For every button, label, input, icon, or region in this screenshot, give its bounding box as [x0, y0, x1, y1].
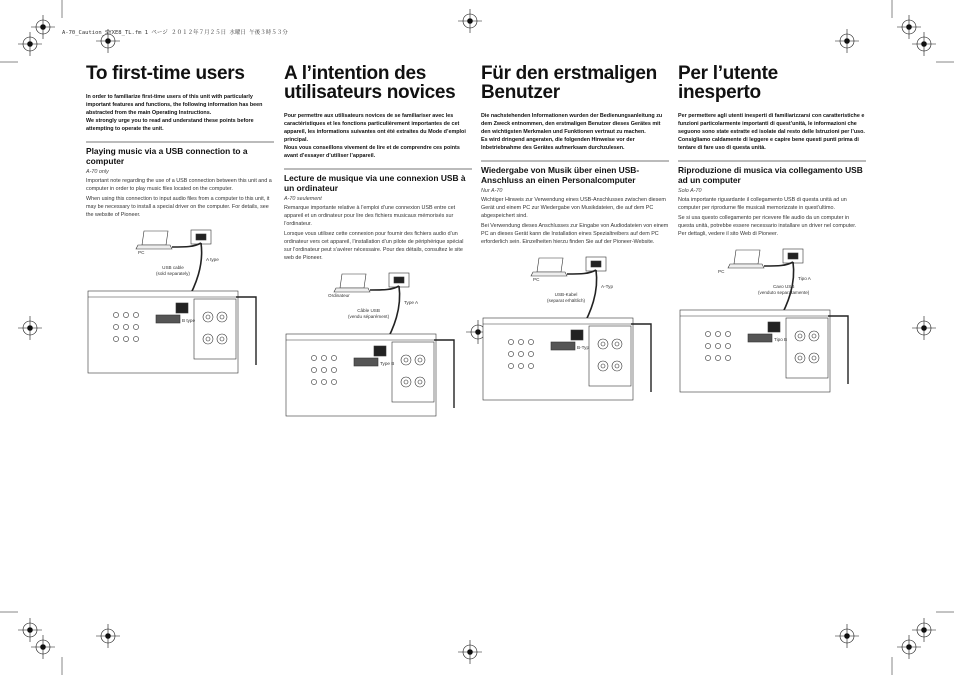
jack — [331, 367, 336, 372]
usb-b-plug — [768, 322, 780, 332]
reg-center — [106, 39, 111, 44]
diagram-group — [286, 273, 454, 416]
speaker-terminal-core — [220, 337, 224, 341]
registration-mark — [835, 29, 859, 53]
reg-center — [907, 25, 912, 30]
section-heading: Riproduzione di musica via collegamento USB ad un computer — [678, 165, 863, 185]
laptop-base — [136, 245, 172, 249]
jack — [321, 367, 326, 372]
usb-connection-diagram — [86, 225, 266, 375]
cable-label: USB-Kabel (separat erhältlich) — [547, 292, 586, 303]
digital-input-block — [354, 358, 378, 366]
jack — [508, 351, 513, 356]
registration-mark — [31, 15, 55, 39]
power-cord — [631, 324, 651, 392]
model-note: A-70 seulement — [284, 196, 322, 202]
jack — [133, 336, 138, 341]
reg-center — [28, 42, 33, 47]
jack — [518, 339, 523, 344]
jack — [123, 336, 128, 341]
diagram-drawing — [86, 225, 266, 375]
registration-mark — [18, 618, 42, 642]
laptop-screen — [734, 250, 760, 264]
usb-a-plug — [788, 253, 798, 259]
jack — [331, 355, 336, 360]
amplifier-rear-panel — [88, 291, 238, 373]
reg-center — [41, 25, 46, 30]
speaker-terminal-core — [615, 364, 619, 368]
diagram-drawing — [678, 244, 858, 394]
type-b-label: B type — [182, 318, 196, 323]
type-b-label: Tipo B — [774, 337, 788, 342]
type-b-label: Type B — [380, 361, 395, 366]
jack — [311, 355, 316, 360]
column-en — [86, 64, 274, 375]
body-paragraph: Wichtiger Hinweis zur Verwendung eines USB-Anschlusses zwischen diesem Gerät und einem PC zur Wiedergabe von Musikdateien, die auf dem PC abgespeichert sind. — [481, 197, 666, 219]
usb-connection-diagram — [678, 244, 858, 394]
jack — [113, 336, 118, 341]
diagram-drawing — [284, 268, 464, 418]
speaker-terminal-core — [812, 356, 816, 360]
intro-text — [678, 112, 866, 152]
laptop-base — [531, 272, 567, 276]
speaker-terminal-core — [615, 342, 619, 346]
jack — [113, 324, 118, 329]
digital-input-block — [748, 334, 772, 342]
intro-text — [284, 112, 472, 160]
body-paragraph: Se si usa questo collegamento per ricevere file audio da un computer in questa unità, potrebbe essere necessario installare un driver nel computer. Per dettagli, vedere il sito Web di Pioneer. — [678, 215, 857, 237]
power-cord — [434, 340, 454, 408]
speaker-terminal-core — [798, 334, 802, 338]
digital-input-block — [551, 342, 575, 350]
speaker-terminal-core — [404, 358, 408, 362]
usb-b-plug — [374, 346, 386, 356]
jack — [705, 355, 710, 360]
speaker-terminal-core — [206, 337, 210, 341]
body-paragraph: Lorsque vous utilisez cette connexion pour fournir des fichiers audio d’un ordinateur vers cet appareil, l’installation d’un pilote de périphérique spécial sur l’ordinateur peut s’avérer nécessaire. Pour des détails, consultez le site web de Pioneer. — [284, 231, 464, 261]
intro-paragraph: Nous vous conseillons vivement de lire et de comprendre ces points avant d’essayer d’utiliser l’appareil. — [284, 145, 460, 159]
model-note: A-70 only — [86, 169, 109, 175]
column-title: Für den erstmaligen Benutzer — [481, 63, 657, 103]
usb-connection-diagram — [481, 252, 661, 402]
intro-text — [86, 93, 274, 133]
registration-mark — [458, 9, 482, 33]
jack — [528, 351, 533, 356]
amplifier-rear-panel — [680, 310, 830, 392]
laptop-screen — [142, 231, 168, 245]
jack — [321, 379, 326, 384]
registration-mark — [912, 316, 936, 340]
diagram-group — [88, 230, 256, 373]
jack — [133, 312, 138, 317]
speaker-terminal-core — [418, 380, 422, 384]
registration-mark — [458, 640, 482, 664]
jack — [528, 339, 533, 344]
jack — [705, 343, 710, 348]
type-a-label: A-Typ — [601, 284, 613, 289]
section-heading: Playing music via a USB connection to a computer — [86, 146, 248, 166]
speaker-terminal-core — [798, 356, 802, 360]
section-heading: Wiedergabe von Musik über einen USB-Anschluss an einen Personalcomputer — [481, 165, 640, 185]
reg-center — [28, 326, 33, 331]
jack — [725, 343, 730, 348]
reg-center — [476, 330, 481, 335]
jack — [715, 331, 720, 336]
body-paragraph: Remarque importante relative à l’emploi d’une connexion USB entre cet appareil et un ordinateur pour lire des fichiers musicaux mémorisés sur l’ordinateur. — [284, 205, 456, 227]
speaker-terminal-core — [601, 364, 605, 368]
intro-paragraph: Pour permettre aux utilisateurs novices de se familiariser avec les caractéristiques et les fonctions particulièrement importantes de cet appareil, les informations suivantes ont été extraites du Mode d’emploi principal. — [284, 113, 466, 143]
laptop-screen — [340, 274, 366, 288]
laptop-base — [728, 264, 764, 268]
reg-center — [28, 628, 33, 633]
jack — [133, 324, 138, 329]
file-header: A-70_Caution_SYXE8_TL.fm 1 ページ ２０１２年７月２５日 水曜日 午後３時５３分 — [62, 30, 288, 36]
pc-label: PC — [718, 269, 725, 274]
speaker-terminal-core — [206, 315, 210, 319]
reg-center — [907, 645, 912, 650]
registration-mark — [18, 316, 42, 340]
amplifier-rear-panel — [286, 334, 436, 416]
jack — [311, 379, 316, 384]
intro-text — [481, 112, 669, 152]
type-b-label: B-Typ — [577, 345, 589, 350]
column-title: Per l’utente inesperto — [678, 63, 778, 103]
registration-mark — [96, 624, 120, 648]
speaker-terminal-core — [601, 342, 605, 346]
column-fr — [284, 64, 472, 418]
usb-connection-diagram — [284, 268, 464, 418]
column-title: To first-time users — [86, 63, 245, 84]
jack — [508, 363, 513, 368]
intro-paragraph: Per permettere agli utenti inesperti di familiarizzarsi con caratteristiche e funzioni particolarmente importanti di quest’unità, le informazioni che seguono sono state estratte ed isolate dal resto delle Istruzioni per l’uso. Consigliamo caldamente di leggere e capire bene questi punti prima di tentare di fare uso di questa unità. — [678, 113, 865, 151]
type-a-label: Tipo A — [798, 276, 811, 281]
jack — [518, 351, 523, 356]
diagram-drawing — [481, 252, 661, 402]
registration-mark — [18, 32, 42, 56]
intro-paragraph: In order to familiarize first-time users of this unit with particularly important features and functions, the following information has been abstracted from the main Operating Instructions. — [86, 94, 263, 116]
jack — [123, 324, 128, 329]
reg-center — [845, 39, 850, 44]
amplifier-rear-panel — [483, 318, 633, 400]
jack — [311, 367, 316, 372]
registration-mark — [897, 635, 921, 659]
cable-label: Cavo USB (venduto separatamente) — [758, 284, 810, 295]
speaker-terminal-core — [404, 380, 408, 384]
type-a-label: Type A — [404, 300, 419, 305]
column-it — [678, 64, 866, 394]
jack — [331, 379, 336, 384]
registration-mark — [912, 618, 936, 642]
registration-mark — [31, 635, 55, 659]
registration-mark — [897, 15, 921, 39]
body-paragraph: Nota importante riguardante il collegamento USB di questa unità ad un computer per riprodurne file musicali memorizzate in quest’ultimo. — [678, 197, 847, 211]
jack — [725, 331, 730, 336]
diagram-group — [483, 257, 651, 400]
cable-label: USB cable (sold separately) — [156, 265, 190, 276]
model-note: Nur A-70 — [481, 188, 503, 194]
laptop-screen — [537, 258, 563, 272]
type-a-label: A type — [206, 257, 219, 262]
jack — [113, 312, 118, 317]
pc-label: Ordinateur — [328, 293, 350, 298]
usb-b-plug — [176, 303, 188, 313]
jack — [518, 363, 523, 368]
usb-a-plug — [591, 261, 601, 267]
speaker-terminal-core — [418, 358, 422, 362]
diagram-group — [680, 249, 848, 392]
jack — [725, 355, 730, 360]
speaker-terminal-core — [812, 334, 816, 338]
column-de — [481, 64, 669, 402]
model-note: Solo A-70 — [678, 188, 702, 194]
jack — [528, 363, 533, 368]
pc-label: PC — [533, 277, 540, 282]
power-cord — [236, 297, 256, 365]
body-paragraph: When using this connection to input audio files from a computer to this unit, it may be necessary to install a special driver on the computer. For details, see the website of Pioneer. — [86, 196, 270, 218]
pc-label: PC — [138, 250, 145, 255]
jack — [705, 331, 710, 336]
column-title: A l’intention des utilisateurs novices — [284, 63, 456, 103]
reg-center — [106, 634, 111, 639]
digital-input-block — [156, 315, 180, 323]
jack — [508, 339, 513, 344]
registration-mark — [835, 624, 859, 648]
power-cord — [828, 316, 848, 384]
reg-center — [845, 634, 850, 639]
jack — [715, 355, 720, 360]
usb-a-plug — [196, 234, 206, 240]
usb-b-plug — [571, 330, 583, 340]
body-paragraph: Important note regarding the use of a USB connection between this unit and a computer in order to play music files located on the computer. — [86, 178, 272, 192]
cable-label: Câble USB (vendu séparément) — [348, 308, 390, 319]
section-heading: Lecture de musique via une connexion USB à un ordinateur — [284, 173, 466, 193]
reg-center — [922, 326, 927, 331]
jack — [715, 343, 720, 348]
registration-mark — [912, 32, 936, 56]
speaker-terminal-core — [220, 315, 224, 319]
intro-paragraph: Es wird dringend angeraten, die folgenden Hinweise vor der Inbetriebnahme des Gerätes aufmerksam durchzulesen. — [481, 137, 635, 151]
usb-a-plug — [394, 277, 404, 283]
reg-center — [468, 650, 473, 655]
intro-paragraph: Die nachstehenden Informationen wurden der Bedienungsanleitung zu dem Zweck entnommen, den erstmaligen Benutzer dieses Gerätes mit den wichtigsten Merkmalen und Funktionen vertraut zu machen. — [481, 113, 663, 135]
intro-paragraph: We strongly urge you to read and understand these points before attempting to operate the unit. — [86, 118, 254, 132]
body-paragraph: Bei Verwendung dieses Anschlusses zur Eingabe von Audiodateien von einem PC an dieses Gerät kann die Installation eines Spezialtreibers auf dem PC erforderlich sein. Einzelheiten hierzu finden Sie auf der Pioneer-Website. — [481, 223, 669, 245]
reg-center — [468, 19, 473, 24]
reg-center — [922, 42, 927, 47]
reg-center — [41, 645, 46, 650]
laptop-base — [334, 288, 370, 292]
jack — [321, 355, 326, 360]
jack — [123, 312, 128, 317]
reg-center — [922, 628, 927, 633]
